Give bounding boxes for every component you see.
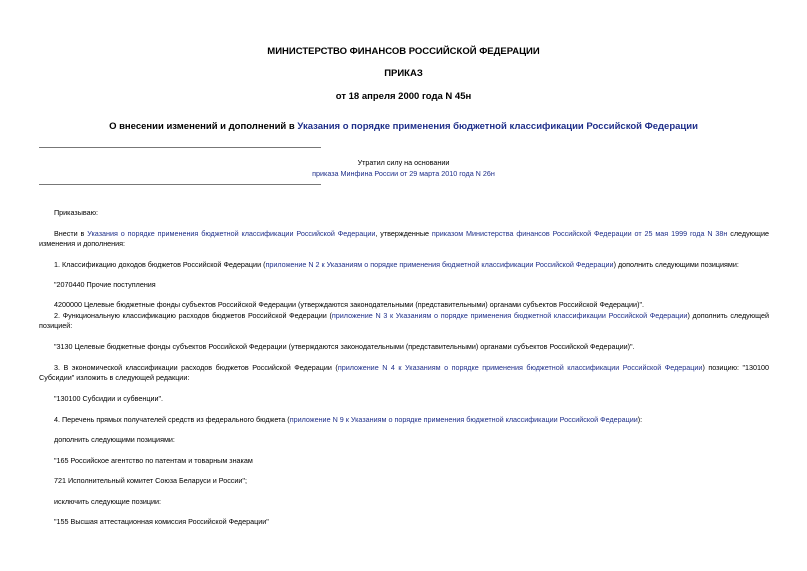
para-item-2-text-b: ) дополнить следующей позицией: bbox=[39, 311, 769, 330]
para-code-155: "155 Высшая аттестационная комиссия Российской Федерации" bbox=[54, 517, 269, 526]
ministry-heading: МИНИСТЕРСТВО ФИНАНСОВ РОССИЙСКОЙ ФЕДЕРАЦИИ bbox=[267, 46, 540, 57]
para-item-3-text-a: 3. В экономической классификации расходов бюджетов Российской Федерации ( bbox=[54, 363, 338, 372]
para-add-positions: дополнить следующими позициями: bbox=[54, 435, 175, 444]
para-amend-text-a: Внести в bbox=[54, 229, 88, 238]
status-note bbox=[0, 157, 807, 179]
divider-bottom bbox=[39, 184, 321, 185]
document-title bbox=[0, 121, 807, 132]
para-amend-text-b: , утвержденные bbox=[375, 229, 432, 238]
date-number-heading: от 18 апреля 2000 года N 45н bbox=[335, 91, 472, 102]
link-order-38n[interactable]: приказом Министерства финансов Российской Федерации от 25 мая 1999 года N 38н bbox=[431, 229, 728, 238]
para-item-1-text-b: ) дополнить следующими позициями: bbox=[613, 260, 739, 269]
para-amend-text-c: следующие изменения и дополнения: bbox=[39, 229, 769, 248]
para-item-4 bbox=[39, 415, 769, 425]
para-code-2070440: "2070440 Прочие поступления bbox=[54, 280, 156, 289]
para-item-3 bbox=[39, 363, 769, 382]
para-code-130100: "130100 Субсидии и субвенции". bbox=[54, 394, 164, 403]
para-code-165: "165 Российское агентство по патентам и товарным знакам bbox=[54, 456, 253, 465]
link-appendix-9[interactable]: приложение N 9 к Указаниям о порядке применения бюджетной классификации Российской Федерации bbox=[289, 415, 638, 424]
para-item-2 bbox=[39, 311, 769, 330]
para-item-4-text-a: 4. Перечень прямых получателей средств из федерального бюджета ( bbox=[54, 415, 290, 424]
para-item-2-text-a: 2. Функциональную классификацию расходов бюджетов Российской Федерации ( bbox=[54, 311, 332, 320]
para-amend bbox=[39, 229, 769, 248]
para-code-721: 721 Исполнительный комитет Союза Беларуси и России"; bbox=[54, 476, 247, 485]
title-link-instructions[interactable]: Указания о порядке применения бюджетной классификации Российской Федерации bbox=[297, 121, 698, 132]
para-item-1 bbox=[39, 260, 769, 270]
status-link-order[interactable]: приказа Минфина России от 29 марта 2010 года N 26н bbox=[312, 169, 495, 178]
divider-top bbox=[39, 147, 321, 148]
para-order: Приказываю: bbox=[54, 208, 98, 217]
title-prefix: О внесении изменений и дополнений в bbox=[109, 121, 298, 132]
para-code-3130: "3130 Целевые бюджетные фонды субъектов Российской Федерации (утверждаются законодательными (представительными) органами субъектов Российской Федерации)". bbox=[54, 342, 635, 351]
para-item-1-text-a: 1. Классификацию доходов бюджетов Российской Федерации ( bbox=[54, 260, 266, 269]
para-code-4200000: 4200000 Целевые бюджетные фонды субъектов Российской Федерации (утверждаются законодательными (представительными) органами субъектов Российской Федерации)". bbox=[54, 300, 645, 309]
status-line: Утратил силу на основании bbox=[357, 158, 450, 167]
link-appendix-3[interactable]: приложение N 3 к Указаниям о порядке применения бюджетной классификации Российской Федерации bbox=[331, 311, 688, 320]
para-item-4-text-b: ): bbox=[637, 415, 643, 424]
link-instructions[interactable]: Указания о порядке применения бюджетной классификации Российской Федерации bbox=[87, 229, 376, 238]
para-remove-positions: исключить следующие позиции: bbox=[54, 497, 162, 506]
link-appendix-4[interactable]: приложение N 4 к Указаниям о порядке применения бюджетной классификации Российской Федерации bbox=[337, 363, 703, 372]
link-appendix-2[interactable]: приложение N 2 к Указаниям о порядке применения бюджетной классификации Российской Федерации bbox=[265, 260, 614, 269]
doc-type-heading: ПРИКАЗ bbox=[384, 68, 423, 79]
para-item-3-text-b: ) позицию: "130100 Субсидии" изложить в следующей редакции: bbox=[39, 363, 770, 382]
